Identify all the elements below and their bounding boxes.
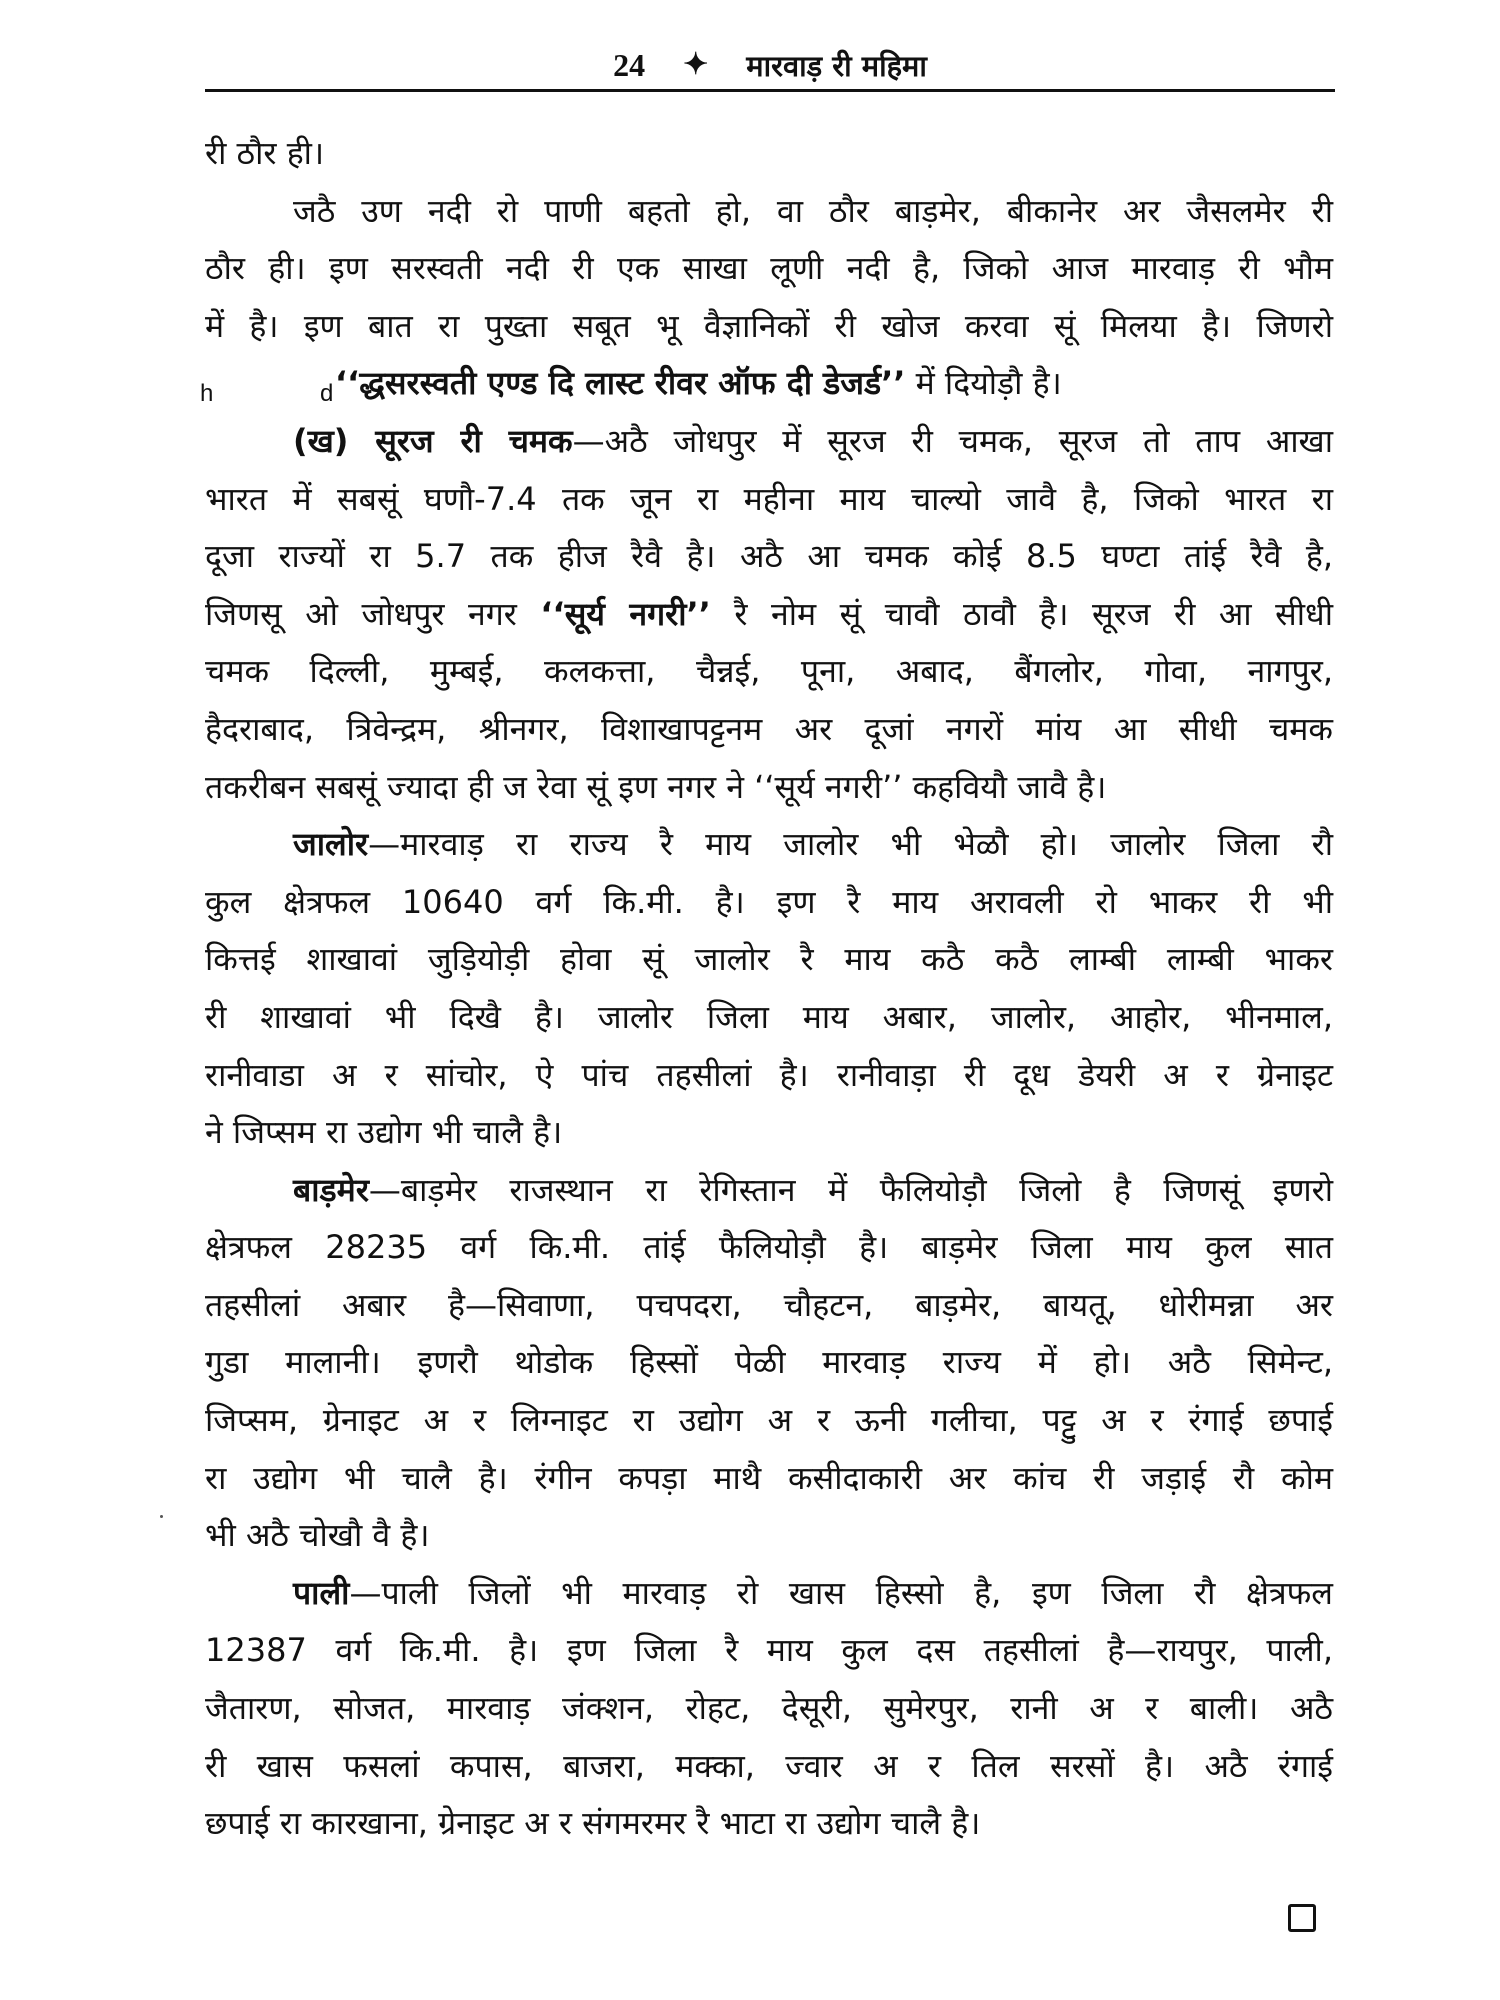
text-line: जैतारण, सोजत, मारवाड़ जंक्शन, रोहट, देसूरी, सुमेरपुर, रानी अ र बाली। अठै — [205, 1689, 1333, 1728]
section-heading: (ख) सूरज री चमक — [293, 421, 573, 460]
text-line: छपाई रा कारखाना, ग्रेनाइट अ र संगमरमर रै भाटा रा उद्योग चालै है। — [205, 1804, 981, 1843]
text-line: (ख) सूरज री चमक—अठै जोधपुर में सूरज री चमक, सूरज तो ताप आखा — [293, 421, 1333, 460]
text-line: जठै उण नदी रो पाणी बहतो हो, वा ठौर बाड़मेर, बीकानेर अर जैसलमेर री — [293, 191, 1333, 230]
text-line: भी अठै चोखौ वै है। — [205, 1516, 430, 1555]
end-of-section-icon — [1288, 1904, 1316, 1932]
text-line: बाड़मेर—बाड़मेर राजस्थान रा रेगिस्तान में फैलियोड़ौ जिलो है जिणसूं इणरो — [293, 1170, 1333, 1209]
body-text — [205, 125, 1333, 1853]
text-line: कित्तई शाखावां जुड़ियोड़ी होवा सूं जालोर रै माय कठै कठै लाम्बी लाम्बी भाकर — [205, 940, 1333, 979]
text-line: पाली—पाली जिलों भी मारवाड़ रो खास हिस्सो है, इण जिला रौ क्षेत्रफल — [293, 1573, 1333, 1612]
stray-marks: h d — [200, 380, 384, 407]
text-line: गुडा मालानी। इणरौ थोडोक हिस्सों पेळी मारवाड़ राज्य में हो। अठै सिमेन्ट, — [205, 1343, 1333, 1382]
text-line: ने जिप्सम रा उद्योग भी चालै है। — [205, 1113, 563, 1152]
text-line: तहसीलां अबार है—सिवाणा, पचपदरा, चौहटन, बाड़मेर, बायतू, धोरीमन्ना अर — [205, 1285, 1333, 1324]
running-title: मारवाड़ री महिमा — [746, 48, 927, 83]
text-line: री शाखावां भी दिखै है। जालोर जिला माय अबार, जालोर, आहोर, भीनमाल, — [205, 997, 1333, 1036]
text-line: जिप्सम, ग्रेनाइट अ र लिग्नाइट रा उद्योग अ र ऊनी गलीचा, पट्टु अ र रंगाई छपाई — [205, 1401, 1333, 1440]
header-rule — [205, 89, 1335, 92]
text-line: भारत में सबसूं घणौ-7.4 तक जून रा महीना माय चाल्यो जावै है, जिको भारत रा — [205, 479, 1333, 518]
text-line: में है। इण बात रा पुख्ता सबूत भू वैज्ञानिकों री खोज करवा सूं मिलया है। जिणरो — [205, 306, 1334, 345]
text-line: री खास फसलां कपास, बाजरा, मक्का, ज्वार अ र तिल सरसों है। अठै रंगाई — [205, 1746, 1333, 1785]
book-title: ‘‘द्धसरस्वती एण्ड दि लास्ट रीवर ऑफ दी डेजर्ड’’ — [335, 364, 906, 403]
section-heading: पाली — [293, 1573, 350, 1612]
text-line: चमक दिल्ली, मुम्बई, कलकत्ता, चैन्नई, पूना, अबाद, बैंगलोर, गोवा, नागपुर, — [205, 652, 1333, 691]
text-line: क्षेत्रफल 28235 वर्ग कि.मी. तांई फैलियोड़ौ है। बाड़मेर जिला माय कुल सात — [205, 1228, 1333, 1267]
text-line: दूजा राज्यों रा 5.7 तक हीज रैवै है। अठै आ चमक कोई 8.5 घण्टा तांई रैवै है, — [205, 537, 1333, 576]
text-line: कुल क्षेत्रफल 10640 वर्ग कि.मी. है। इण रै माय अरावली रो भाकर री भी — [205, 882, 1333, 921]
section-heading: जालोर — [293, 825, 369, 864]
page-header — [205, 40, 1335, 90]
page-number: 24 — [613, 46, 646, 83]
text-line: रानीवाडा अ र सांचोर, ऐ पांच तहसीलां है। रानीवाड़ा री दूध डेयरी अ र ग्रेनाइट — [205, 1055, 1333, 1094]
text-line: ‘‘द्धसरस्वती एण्ड दि लास्ट रीवर ऑफ दी डेजर्ड’’ में दियोड़ौ है। — [335, 364, 1062, 403]
text-line: जिणसू ओ जोधपुर नगर ‘‘सूर्य नगरी’’ रै नोम सूं चावौ ठावौ है। सूरज री आ सीधी — [205, 594, 1333, 633]
text-line: ठौर ही। इण सरस्वती नदी री एक साखा लूणी नदी है, जिको आज मारवाड़ री भौम — [205, 249, 1333, 288]
text-line: 12387 वर्ग कि.मी. है। इण जिला रै माय कुल दस तहसीलां है—रायपुर, पाली, — [205, 1631, 1333, 1670]
text-line: तकरीबन सबसूं ज्यादा ही ज रेवा सूं इण नगर ने ‘‘सूर्य नगरी’’ कहवियौ जावै है। — [205, 767, 1107, 806]
section-heading: बाड़मेर — [293, 1170, 369, 1209]
text-line: रा उद्योग भी चालै है। रंगीन कपड़ा माथै कसीदाकारी अर कांच री जड़ाई रौ कोम — [205, 1458, 1333, 1497]
text-line: हैदराबाद, त्रिवेन्द्रम, श्रीनगर, विशाखापट्टनम अर दूजां नगरों मांय आ सीधी चमक — [205, 709, 1333, 748]
bold-term: ‘‘सूर्य नगरी’’ — [540, 594, 711, 633]
text-line: जालोर—मारवाड़ रा राज्य रै माय जालोर भी भेळौ हो। जालोर जिला रौ — [293, 825, 1333, 864]
star-ornament-icon: ✦ — [683, 47, 709, 82]
scan-speck — [160, 1515, 163, 1518]
text-line: री ठौर ही। — [205, 134, 325, 172]
